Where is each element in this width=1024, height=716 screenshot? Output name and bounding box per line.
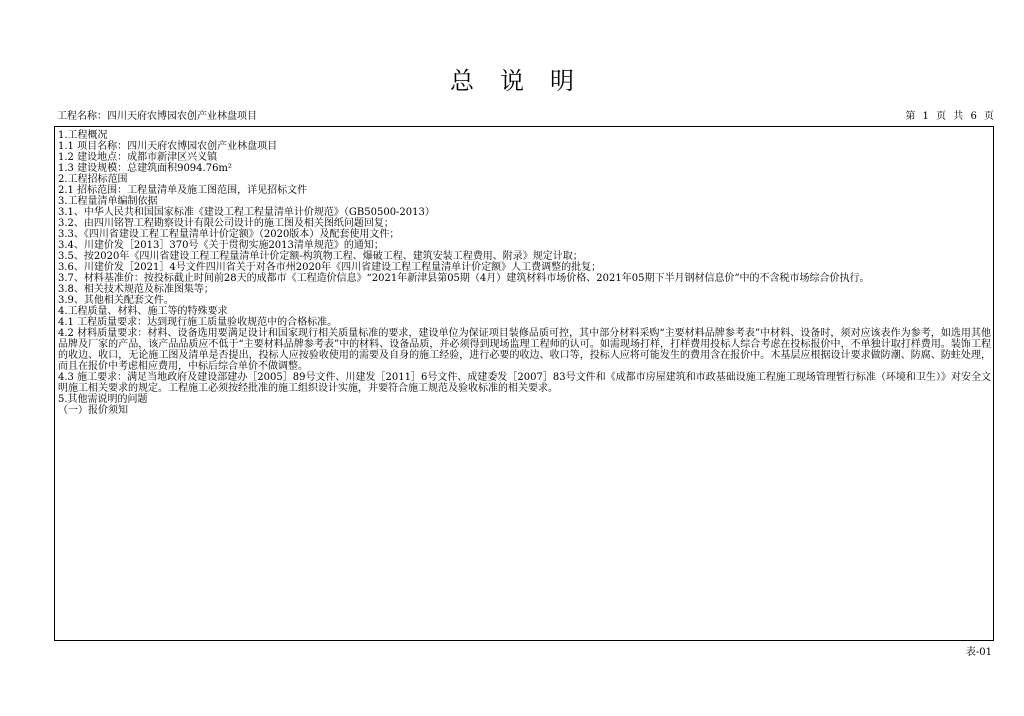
text-line: 4.2 材料质量要求：材料、设备选用要满足设计和国家现行相关质量标准的要求，建设单位为保证项目装修品质可控，其中部分材料采购“主要材料品牌参考表”中材料、设备时，须对应该表作为参考，如选用其他品牌及厂家的产品，该产品品质应不低于“主要材料品牌参考表”中的材料、设备品质，并必须得到现场监理工程师的认可。如需现场打样，打样费用投标人综合考虑在投标报价中，不单独计取打样费用。装饰工程的收边、收口，无论施工图及清单是否提出，投标人应按验收使用的需要及自身的施工经验，进行必要的收边、收口等，投标人应将可能发生的费用含在报价中。木基层应根据设计要求做防潮、防腐、防蛀处理，而且在报价中考虑相应费用，中标后综合单价不做调整。 xyxy=(58,328,991,372)
text-line: 4.工程质量、材料、施工等的特殊要求 xyxy=(58,306,228,317)
text-line: 2.工程招标范围 xyxy=(58,174,128,185)
text-line: 3.8、相关技术规范及标准图集等； xyxy=(58,284,214,295)
page-indicator: 第 1 页 共 6 页 xyxy=(905,111,994,122)
text-line: 4.3 施工要求：满足当地政府及建设部建办［2005］89号文件、川建发［2011］6号文件、成建委发［2007］83号文件和《成都市房屋建筑和市政基础设施工程施工现场管理暂行标准（环境和卫生）》对安全文明施工相关要求的规定。工程施工必须按经批准的施工组织设计实施，并要符合施工规范及验收标准的相关要求。 xyxy=(58,372,991,394)
text-line: 1.2 建设地点：成都市新津区兴义镇 xyxy=(58,152,218,163)
text-line: 3.5、按2020年《四川省建设工程工程量清单计价定额-构筑物工程、爆破工程、建筑安装工程费用、附录》规定计取； xyxy=(58,251,583,262)
text-line: 3.2、由四川铭智工程勘察设计有限公司设计的施工图及相关图纸问题回复； xyxy=(58,218,394,229)
description-frame xyxy=(54,126,994,641)
text-line: 4.1 工程质量要求：达到现行施工质量验收规范中的合格标准。 xyxy=(58,317,338,328)
text-line: 1.1 项目名称：四川天府农博园农创产业林盘项目 xyxy=(58,141,278,152)
form-number: 表-01 xyxy=(965,647,992,658)
page-title: 总说明 xyxy=(450,67,600,95)
description-body xyxy=(55,127,993,416)
text-line: 1.工程概况 xyxy=(58,130,108,141)
text-line: 3.3、《四川省建设工程工程量清单计价定额》（2020版本）及配套使用文件； xyxy=(58,229,400,240)
text-line: 3.6、川建价发［2021］4号文件四川省关于对各市州2020年《四川省建设工程工程量清单计价定额》人工费调整的批复； xyxy=(58,262,602,273)
text-line: 1.3 建设规模：总建筑面积9094.76m² xyxy=(58,163,232,174)
text-line: 3.1、中华人民共和国国家标准《建设工程工程量清单计价规范》（GB50500-2013） xyxy=(58,207,435,218)
text-line: 3.4、川建价发［2013］370号《关于贯彻实施2013清单规范》的通知； xyxy=(58,240,384,251)
text-line: 2.1 招标范围：工程量清单及施工图范围，详见招标文件 xyxy=(58,185,308,196)
project-name: 工程名称：四川天府农博园农创产业林盘项目 xyxy=(57,111,257,122)
text-line: 3.7、材料基准价：按投标截止时间前28天的成都市《工程造价信息》“2021年新津县第05期（4月）建筑材料市场价格、2021年05期下半月钢材信息价”中的不含税市场综合价执行。 xyxy=(58,273,870,284)
text-line: 5.其他需说明的问题 xyxy=(58,394,148,405)
text-line: 3.工程量清单编制依据 xyxy=(58,196,158,207)
text-line: 3.9、其他相关配套文件。 xyxy=(58,295,174,306)
text-line: （一）报价须知 xyxy=(58,405,128,416)
